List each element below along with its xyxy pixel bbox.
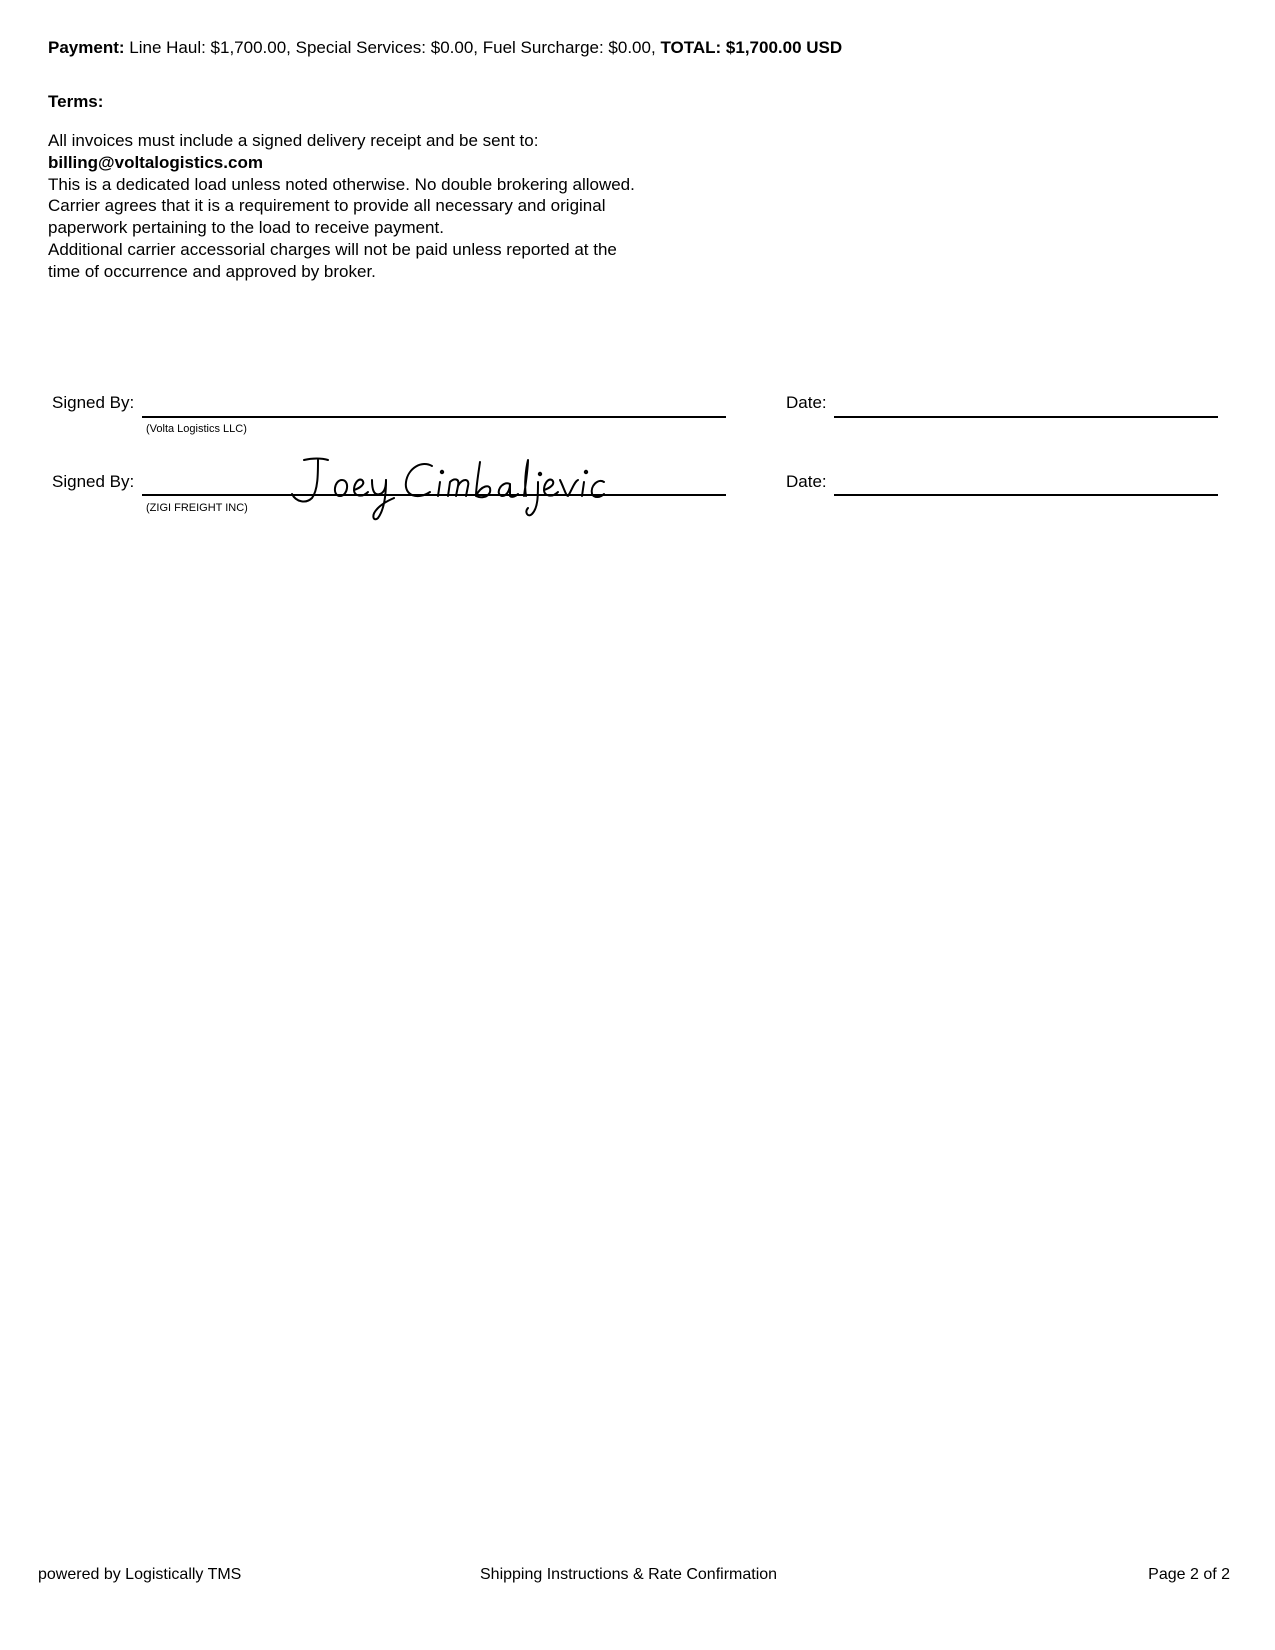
footer-page-number: Page 2 of 2 (1148, 1566, 1230, 1583)
billing-email: billing@voltalogistics.com (48, 152, 263, 172)
terms-heading: Terms: (48, 92, 104, 111)
fuel-surcharge-amount: Fuel Surcharge: $0.00, (482, 38, 656, 57)
footer-document-title: Shipping Instructions & Rate Confirmation (480, 1566, 778, 1583)
payment-label: Payment: (48, 38, 125, 57)
terms-body (48, 130, 748, 283)
total-value: $1,700.00 USD (725, 38, 843, 57)
terms-line: Additional carrier accessorial charges will not be paid unless reported at the (48, 239, 617, 259)
total-label: TOTAL: (660, 38, 722, 57)
signer-party: (Volta Logistics LLC) (146, 423, 247, 435)
terms-line: This is a dedicated load unless noted otherwise. No double brokering allowed. (48, 174, 635, 194)
date-label: Date: (786, 472, 827, 491)
line-haul-amount: Line Haul: $1,700.00, (129, 38, 291, 57)
signed-by-label: Signed By: (52, 393, 135, 412)
terms-line: All invoices must include a signed delivery receipt and be sent to: (48, 131, 539, 150)
signed-by-label: Signed By: (52, 472, 135, 491)
terms-line: paperwork pertaining to the load to receive payment. (48, 218, 444, 238)
signature-line[interactable] (142, 416, 726, 418)
date-label: Date: (786, 393, 827, 412)
date-line[interactable] (834, 494, 1218, 496)
terms-line: time of occurrence and approved by broker. (48, 261, 376, 281)
terms-line: Carrier agrees that it is a requirement to provide all necessary and original (48, 196, 606, 216)
payment-summary (48, 38, 842, 58)
handwritten-signature (282, 452, 612, 524)
footer-powered-by: powered by Logistically TMS (38, 1566, 242, 1583)
date-line[interactable] (834, 416, 1218, 418)
signer-party: (ZIGI FREIGHT INC) (146, 502, 248, 514)
special-services-amount: Special Services: $0.00, (295, 38, 479, 57)
